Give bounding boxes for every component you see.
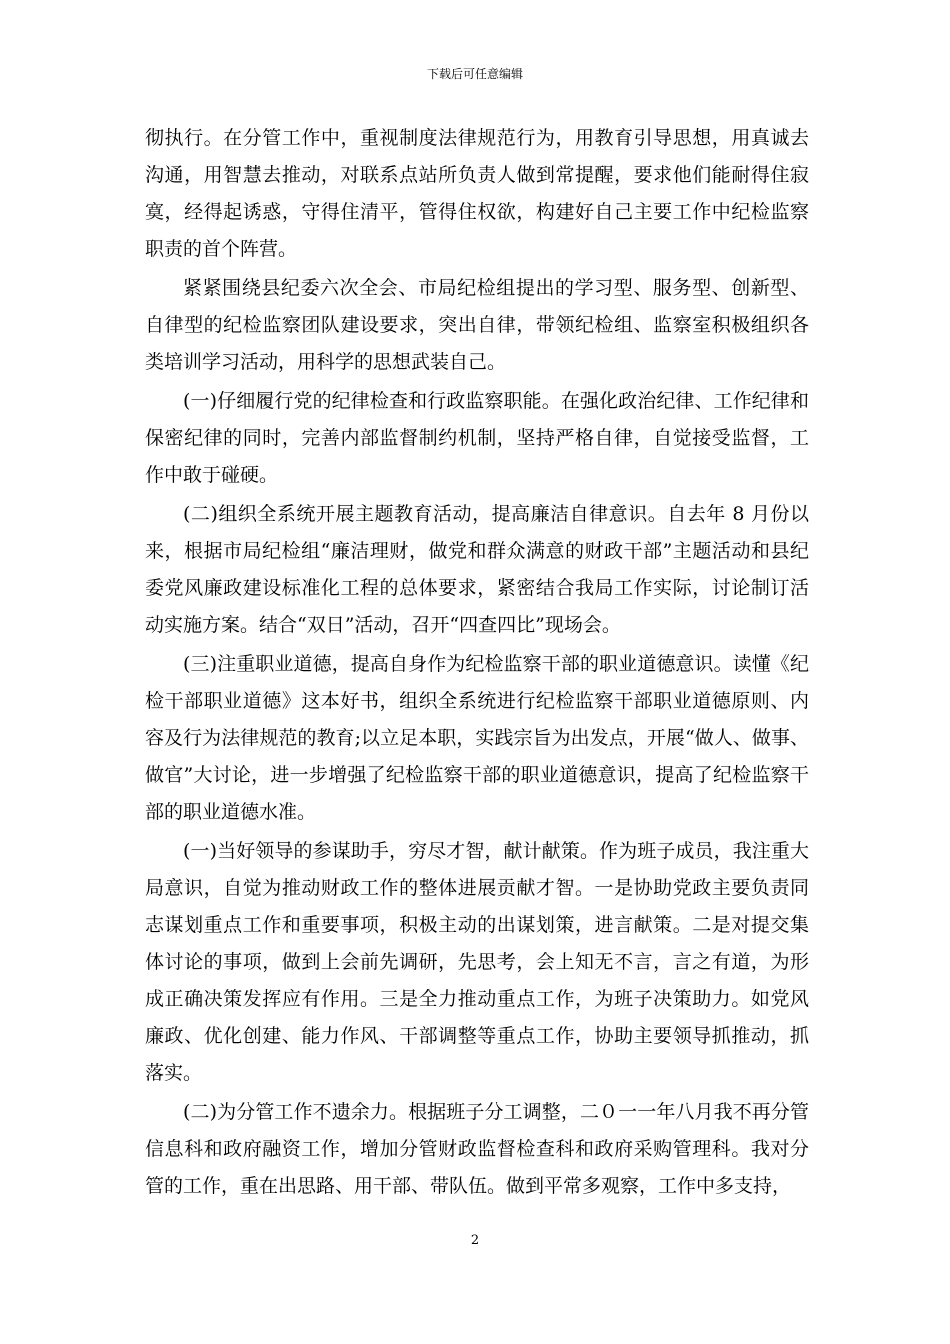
paragraph-discipline-duties: (一)仔细履行党的纪律检查和行政监察职能。在强化政治纪律、工作纪律和保密纪律的同时，完善内部监督制约机制，坚持严格自律，自觉接受监督，工作中敢于碰硬。 xyxy=(145,390,809,486)
page-number: 2 xyxy=(470,1233,480,1248)
paragraph-managed-work: (二)为分管工作不遗余力。根据班子分工调整，二０一一年八月我不再分管信息科和政府融资工作，增加分管财政监督检查科和政府采购管理科。我对分管的工作，重在出思路、用干部、带队伍。做到平常多观察，工作中多支持， xyxy=(145,1101,809,1197)
paragraph-advisor-role: (一)当好领导的参谋助手，穷尽才智，献计献策。作为班子成员，我注重大局意识，自觉为推动财政工作的整体进展贡献才智。一是协助党政主要负责同志谋划重点工作和重要事项，积极主动的出谋划策，进言献策。二是对提交集体讨论的事项，做到上会前先调研，先思考，会上知无不言，言之有道，为形成正确决策发挥应有作用。三是全力推动重点工作，为班子决策助力。如党风廉政、优化创建、能力作风、干部调整等重点工作，协助主要领导抓推动，抓落实。 xyxy=(145,840,809,1084)
paragraph-theme-education: (二)组织全系统开展主题教育活动，提高廉洁自律意识。自去年 8 月份以来，根据市局纪检组“廉洁理财，做党和群众满意的财政干部”主题活动和县纪委党风廉政建设标准化工程的总体要求，紧密结合我局工作实际，讨论制订活动实施方案。结合“双日”活动，召开“四查四比”现场会。 xyxy=(145,503,809,636)
document-body xyxy=(145,120,809,1205)
page-header: 下载后可任意编辑 xyxy=(426,67,523,81)
paragraph-team-building: 紧紧围绕县纪委六次全会、市局纪检组提出的学习型、服务型、创新型、自律型的纪检监察团队建设要求，突出自律，带领纪检组、监察室积极组织各类培训学习活动，用科学的思想武装自己。 xyxy=(145,277,809,373)
paragraph-professional-ethics: (三)注重职业道德，提高自身作为纪检监察干部的职业道德意识。读懂《纪检干部职业道德》这本好书，组织全系统进行纪检监察干部职业道德原则、内容及行为法律规范的教育;以立足本职，实践宗旨为出发点，开展“做人、做事、做官”大讨论，进一步增强了纪检监察干部的职业道德意识，提高了纪检监察干部的职业道德水准。 xyxy=(145,653,809,823)
paragraph-continuation: 彻执行。在分管工作中，重视制度法律规范行为，用教育引导思想，用真诚去沟通，用智慧去推动，对联系点站所负责人做到常提醒，要求他们能耐得住寂寞，经得起诱惑，守得住清平，管得住权欲，构建好自己主要工作中纪检监察职责的首个阵营。 xyxy=(145,127,809,260)
